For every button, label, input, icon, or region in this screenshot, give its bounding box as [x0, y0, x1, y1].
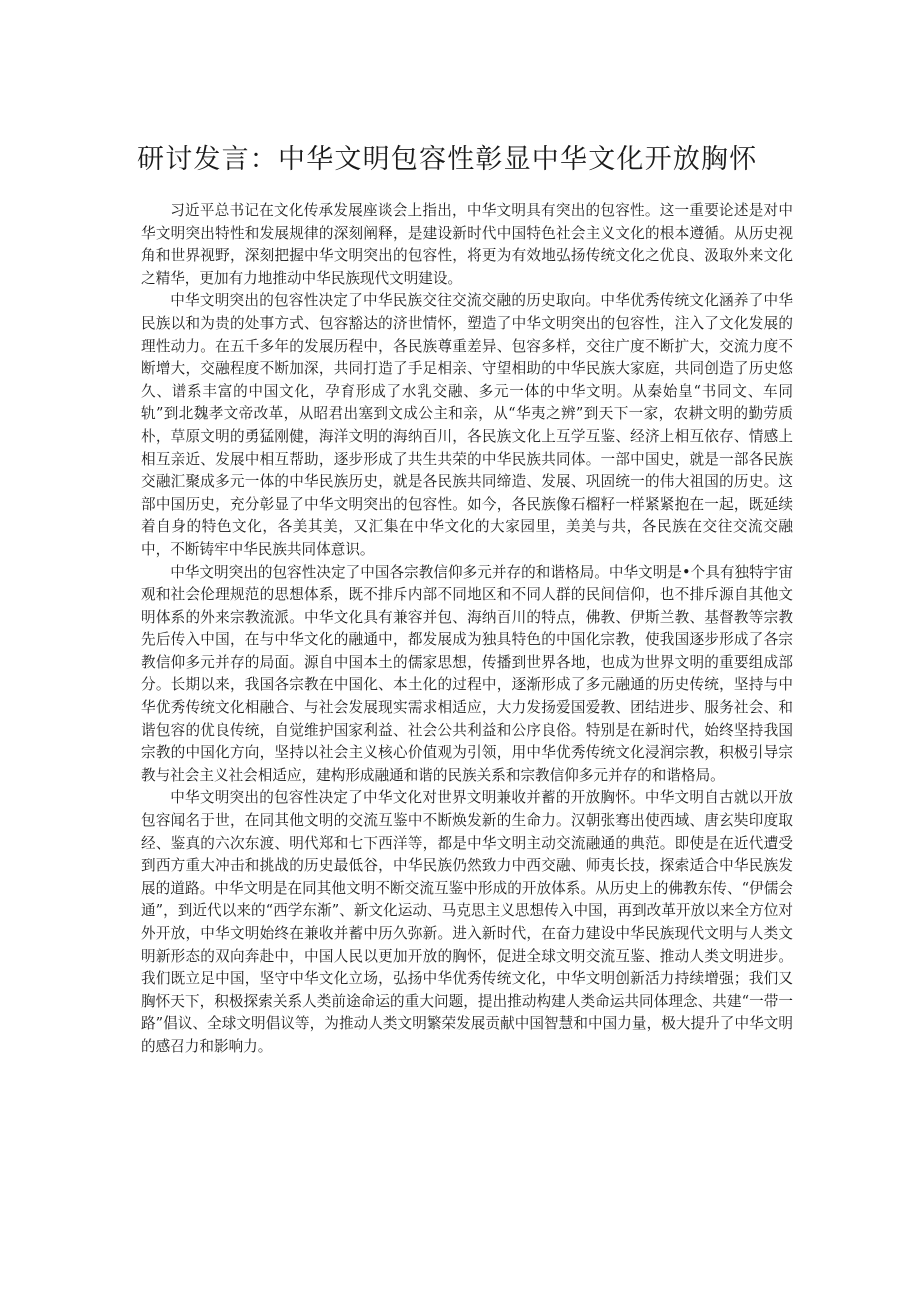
document-title: 研讨发言：中华文明包容性彰显中华文化开放胸怀: [137, 144, 758, 175]
paragraph-intro: 习近平总书记在文化传承发展座谈会上指出，中华文明具有突出的包容性。这一重要论述是对中华文明突出特性和发展规律的深刻阐释，是建设新时代中国特色社会主义文化的根本遵循。从历史视角和世界视野，深刻把握中华文明突出的包容性，将更为有效地弘扬传统文化之优良、汲取外来文化之精华，更加有力地推动中华民族现代文明建设。: [141, 202, 793, 287]
paragraph-ethnic-unity: 中华文明突出的包容性决定了中华民族交往交流交融的历史取向。中华优秀传统文化涵养了中华民族以和为贵的处事方式、包容豁达的济世情怀，塑造了中华文明突出的包容性，注入了文化发展的理性动力。在五千多年的发展历程中，各民族尊重差异、包容多样，交往广度不断扩大，交流力度不断增大，交融程度不断加深，共同打造了手足相亲、守望相助的中华民族大家庭，共同创造了历史悠久、谱系丰富的中国文化，孕育形成了水乳交融、多元一体的中华文明。从秦始皇“书同文、车同轨”到北魏孝文帝改革，从昭君出塞到文成公主和亲，从“华夷之辨”到天下一家，农耕文明的勤劳质朴，草原文明的勇猛刚健，海洋文明的海纳百川，各民族文化上互学互鉴、经济上相互依存、情感上相互亲近、发展中相互帮助，逐步形成了共生共荣的中华民族共同体。一部中国史，就是一部各民族交融汇聚成多元一体的中华民族历史，就是各民族共同缔造、发展、巩固统一的伟大祖国的历史。这部中国历史，充分彰显了中华文明突出的包容性。如今，各民族像石榴籽一样紧紧抱在一起，既延续着自身的特色文化，各美其美，又汇集在中华文化的大家园里，美美与共，各民族在交往交流交融中，不断铸牢中华民族共同体意识。: [141, 292, 793, 558]
paragraph-openness: 中华文明突出的包容性决定了中华文化对世界文明兼收并蓄的开放胸怀。中华文明自古就以开放包容闻名于世，在同其他文明的交流互鉴中不断焕发新的生命力。汉朝张骞出使西域、唐玄奘印度取经、鉴真的六次东渡、明代郑和七下西洋等，都是中华文明主动交流融通的典范。即使是在近代遭受到西方重大冲击和挑战的历史最低谷，中华民族仍然致力中西交融、师夷长技，探索适合中华民族发展的道路。中华文明是在同其他文明不断交流互鉴中形成的开放体系。从历史上的佛教东传、“伊儒会通”，到近代以来的“西学东渐”、新文化运动、马克思主义思想传入中国，再到改革开放以来全方位对外开放，中华文明始终在兼收并蓄中历久弥新。进入新时代，在奋力建设中华民族现代文明与人类文明新形态的双向奔赴中，中国人民以更加开放的胸怀，促进全球文明交流互鉴、推动人类文明进步。我们既立足中国，坚守中华文化立场，弘扬中华优秀传统文化，中华文明创新活力持续增强；我们又胸怀天下，积极探索关系人类前途命运的重大问题，提出推动构建人类命运共同体理念、共建“一带一路”倡议、全球文明倡议等，为推动人类文明繁荣发展贡献中国智慧和中国力量，极大提升了中华文明的感召力和影响力。: [141, 789, 793, 1055]
document-body: [141, 200, 793, 1059]
paragraph-religious-harmony: 中华文明突出的包容性决定了中国各宗教信仰多元并存的和谐格局。中华文明是•个具有独特宇宙观和社会伦理规范的思想体系，既不排斥内部不同地区和不同人群的民间信仰，也不排斥源自其他文明体系的外来宗教流派。中华文化具有兼容并包、海纳百川的特点，佛教、伊斯兰教、基督教等宗教先后传入中国，在与中华文化的融通中，都发展成为独具特色的中国化宗教，使我国逐步形成了各宗教信仰多元并存的局面。源自中国本土的儒家思想，传播到世界各地，也成为世界文明的重要组成部分。长期以来，我国各宗教在中国化、本土化的过程中，逐渐形成了多元融通的历史传统，坚持与中华优秀传统文化相融合、与社会发展现实需求相适应，大力发扬爱国爱教、团结进步、服务社会、和谐包容的优良传统，自觉维护国家利益、社会公共利益和公序良俗。特别是在新时代，始终坚持我国宗教的中国化方向，坚持以社会主义核心价值观为引领，用中华优秀传统文化浸润宗教，积极引导宗教与社会主义社会相适应，建构形成融通和谐的民族关系和宗教信仰多元并存的和谐格局。: [141, 563, 793, 784]
